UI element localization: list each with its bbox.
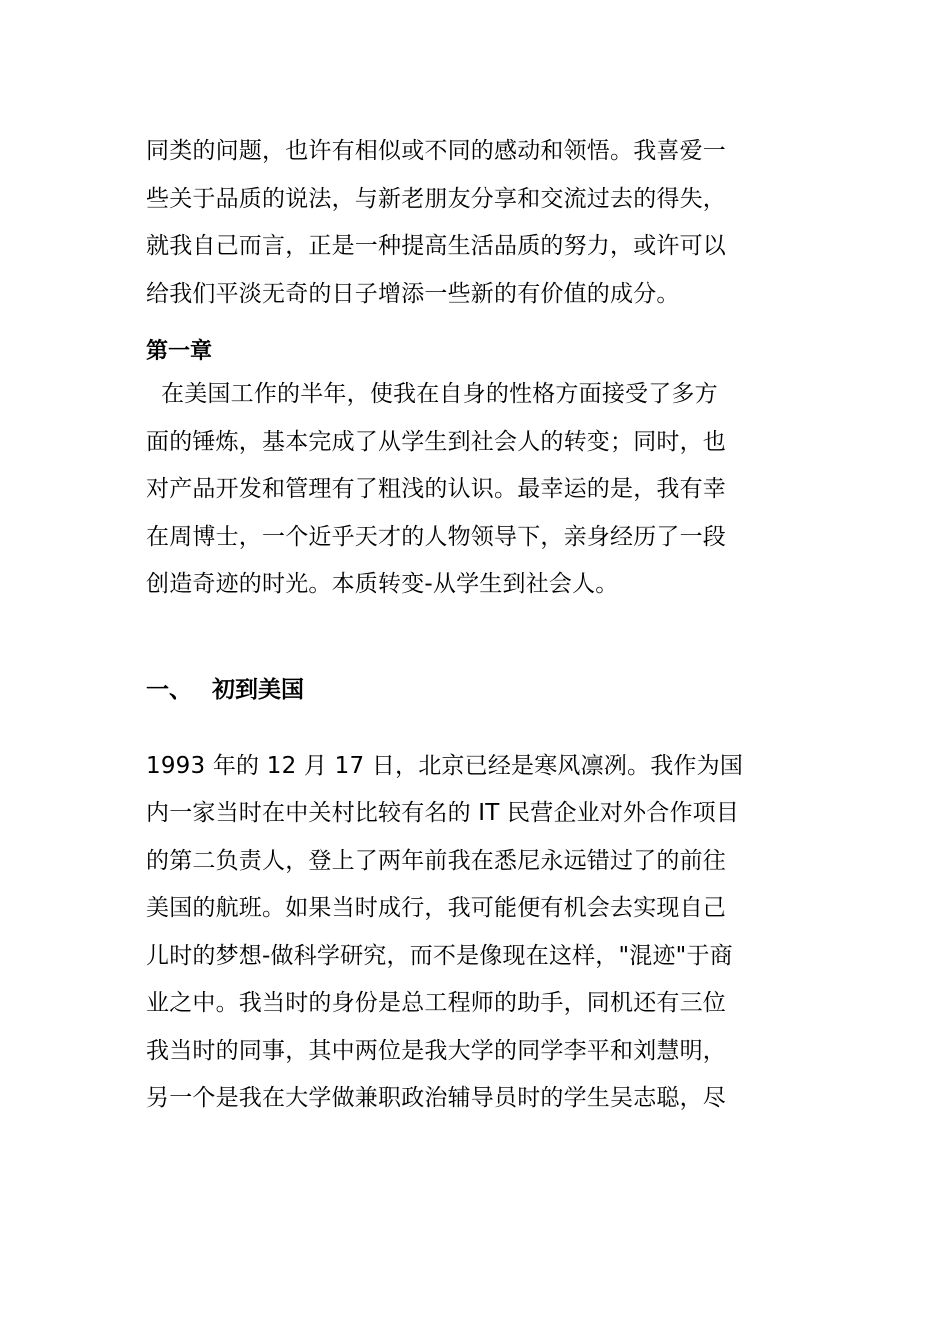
text-line: 美国的航班。如果当时成行，我可能便有机会去实现自己 xyxy=(146,895,726,921)
text-line: 儿时的梦想-做科学研究，而不是像现在这样，"混迹"于商 xyxy=(146,942,733,969)
document-body xyxy=(146,128,796,1123)
text-line: 1993 年的 12 月 17 日，北京已经是寒风凛冽。我作为国 xyxy=(146,752,744,779)
text-line: 业之中。我当时的身份是总工程师的助手，同机还有三位 xyxy=(146,990,726,1016)
text-line: 我当时的同事，其中两位是我大学的同学李平和刘慧明， xyxy=(146,1037,726,1064)
text-line: 在美国工作的半年，使我在自身的性格方面接受了多方 xyxy=(146,381,718,407)
chapter-title: 第一章 xyxy=(146,339,213,364)
section-title: 初到美国 xyxy=(212,676,304,703)
text-line: 给我们平淡无奇的日子增添一些新的有价值的成分。 xyxy=(146,280,680,307)
text-line: 的第二负责人，登上了两年前我在悉尼永远错过了的前往 xyxy=(146,847,726,874)
section-heading xyxy=(146,673,796,707)
text-line: 对产品开发和管理有了粗浅的认识。最幸运的是，我有幸 xyxy=(146,476,726,502)
intro-paragraph xyxy=(146,128,796,318)
section-number: 一、 xyxy=(146,676,192,703)
text-line: 内一家当时在中关村比较有名的 IT 民营企业对外合作项目 xyxy=(146,800,740,826)
chapter-paragraph xyxy=(146,371,796,609)
text-line: 面的锤炼，基本完成了从学生到社会人的转变；同时，也 xyxy=(146,428,726,455)
text-line: 创造奇迹的时光。本质转变-从学生到社会人。 xyxy=(146,571,619,597)
text-line: 就我自己而言，正是一种提高生活品质的努力，或许可以 xyxy=(146,233,726,259)
text-line: 些关于品质的说法，与新老朋友分享和交流过去的得失， xyxy=(146,185,726,212)
text-line: 同类的问题，也许有相似或不同的感动和领悟。我喜爱一 xyxy=(146,138,726,164)
text-line: 另一个是我在大学做兼职政治辅导员时的学生吴志聪，尽 xyxy=(146,1085,726,1111)
text-line: 在周博士，一个近乎天才的人物领导下，亲身经历了一段 xyxy=(146,523,726,550)
section-paragraph xyxy=(146,743,796,1123)
